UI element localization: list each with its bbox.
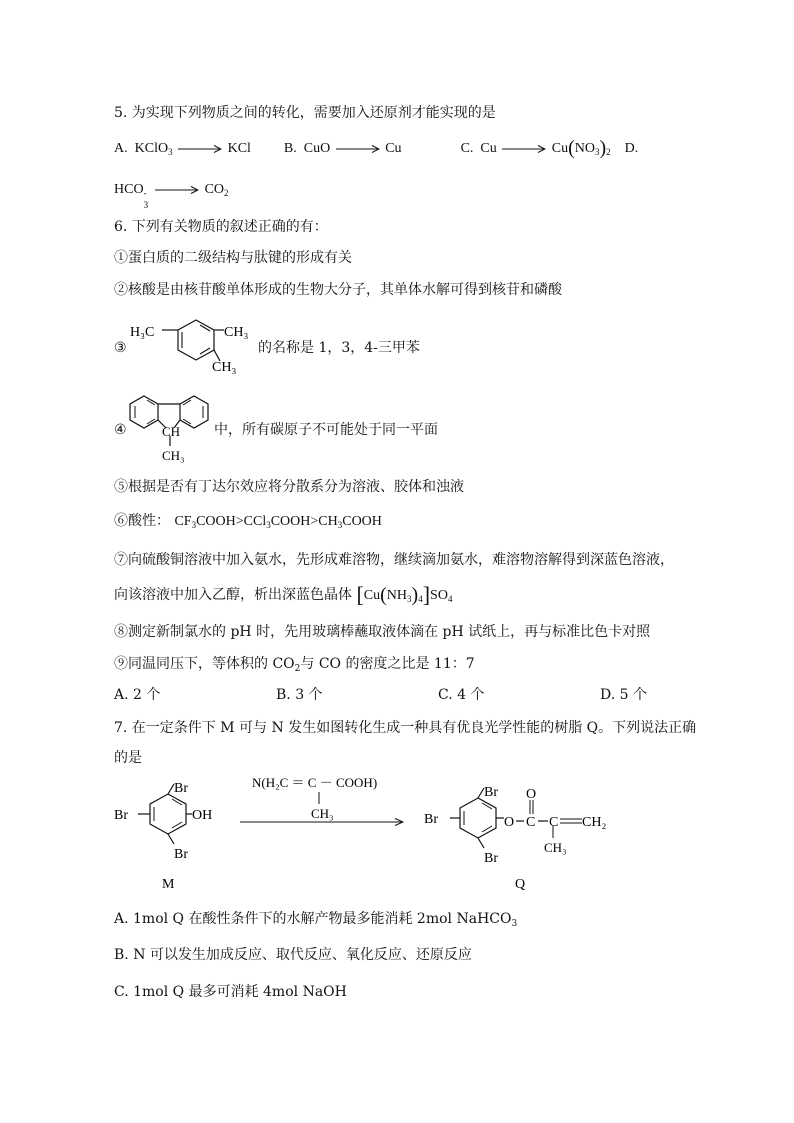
molecule-q	[424, 785, 606, 892]
reagent-n: N(H₂C ＝ C － COOH)	[252, 775, 378, 790]
q5-d-sub: 3	[143, 200, 149, 210]
q6-option-d: D. 5 个	[600, 687, 647, 703]
trimethylbenzene-structure	[128, 308, 258, 376]
q6-item-3-text: 的名称是 1，3，4-三甲苯	[258, 340, 420, 356]
q5-d-sup: -	[143, 188, 147, 198]
q6-option-b: B. 3 个	[276, 687, 323, 703]
q5-a-from: KClO	[134, 141, 169, 156]
q7-option-c: C. 1mol Q 最多可消耗 4mol NaOH	[114, 984, 347, 1000]
q6-item-3-num: ③	[114, 340, 127, 356]
q6-item-6	[114, 512, 382, 534]
q6-option-c: C. 4 个	[438, 687, 485, 703]
q5-d-to-sub: 2	[224, 188, 229, 198]
ch3-bottom-label: CH₃	[212, 360, 237, 375]
q5-option-c-label: C.	[460, 141, 474, 156]
reaction-scheme	[108, 768, 628, 896]
q6-item-7-line-1: ⑦向硫酸铜溶液中加入氨水，先形成难溶物，继续滴加氨水，难溶物溶解得到深蓝色溶液，	[114, 552, 674, 568]
q5-option-d-label: D.	[624, 141, 639, 156]
q5-option-b	[284, 141, 405, 156]
complex-formula: $[Cu(NH_3)_4]SO_4$	[356, 582, 453, 607]
q-br-bottom: Br	[484, 851, 498, 866]
q6-item-4-num: ④	[114, 422, 127, 438]
q5-c-no-sub: 3	[595, 147, 600, 157]
q5-c-sub2: 2	[606, 147, 611, 157]
m-br-bottom: Br	[174, 847, 188, 862]
q5-c-paren-right: )	[599, 137, 607, 159]
q6-item-2: ②核酸是由核苷酸单体形成的生物大分子，其单体水解可得到核苷和磷酸	[114, 282, 562, 298]
molecule-m	[114, 781, 212, 892]
q-c2: C	[549, 815, 559, 830]
q7-option-a: A. 1mol Q 在酸性条件下的水解产物最多能消耗 2mol NaHCO$_3$	[114, 911, 518, 929]
q5-b-to: Cu	[385, 141, 402, 156]
q7-stem-line-2: 的是	[114, 750, 142, 766]
q7-option-b: B. N 可以发生加成反应、取代反应、氧化反应、还原反应	[114, 947, 472, 963]
q7-stem-line-1: 7. 在一定条件下 M 可与 N 发生如图转化生成一种具有优良光学性能的树脂 Q。下列说法正确	[114, 720, 697, 736]
ch3-label: CH₃	[162, 448, 185, 463]
q-o-top: O	[526, 787, 537, 802]
q6-option-a: A. 2 个	[114, 687, 161, 703]
q5-option-b-label: B.	[283, 141, 297, 156]
q5-option-c	[460, 137, 615, 159]
q-br-top: Br	[484, 785, 498, 800]
q5-a-from-sub: 3	[168, 147, 173, 157]
q5-c-no: NO	[574, 141, 595, 156]
q6-stem: 6. 下列有关物质的叙述正确的有：	[114, 219, 328, 235]
reaction-arrow-icon	[155, 185, 199, 195]
q-o-link: O	[504, 815, 515, 830]
q5-options-row	[114, 139, 638, 161]
q-ch3: CH₃	[544, 840, 567, 855]
reagent-ch3: CH₃	[311, 806, 334, 821]
q6-item-7-line-2	[114, 582, 453, 608]
ch-label: CH	[162, 424, 181, 439]
reaction-arrow-icon	[502, 144, 546, 154]
q-name: Q	[515, 877, 526, 892]
q5-c-from: Cu	[480, 141, 497, 156]
m-br-left: Br	[114, 808, 128, 823]
q5-option-d	[114, 181, 229, 210]
q-ch2: CH₂	[582, 815, 607, 830]
q5-stem: 5. 为实现下列物质之间的转化，需要加入还原剂才能实现的是	[114, 105, 496, 121]
ch3-right-label: CH₃	[224, 325, 249, 340]
q-br-left: Br	[424, 812, 438, 827]
h3c-label: H₃C	[130, 325, 155, 340]
m-br-top: Br	[174, 781, 188, 796]
q6-item-7-text: 向该溶液中加入乙醇，析出深蓝色晶体	[114, 587, 352, 603]
m-oh: OH	[192, 808, 213, 823]
acidity-formula: $CF_3COOH>CCl_3COOH>CH_3COOH$	[174, 514, 382, 530]
q6-item-5: ⑤根据是否有丁达尔效应将分散系分为溶液、胶体和浊液	[114, 479, 464, 495]
reaction-arrow-icon	[336, 144, 380, 154]
q6-item-9: ⑨同温同压下，等体积的 $CO_2$与 CO 的密度之比是 11：7	[114, 656, 475, 674]
q6-item-6-prefix: ⑥酸性：	[114, 513, 170, 529]
q5-d-to: CO	[204, 182, 225, 197]
q6-item-1: ①蛋白质的二级结构与肽键的形成有关	[114, 250, 352, 266]
q6-item-4-text: 中，所有碳原子不可能处于同一平面	[214, 422, 438, 438]
q5-c-paren-left: (	[568, 137, 575, 159]
q-c1: C	[526, 815, 536, 830]
q5-a-to: KCl	[227, 141, 251, 156]
q5-c-to-cu: Cu	[551, 141, 569, 156]
q6-item-8: ⑧测定新制氯水的 pH 时，先用玻璃棒蘸取液体滴在 pH 试纸上，再与标准比色卡对照	[114, 624, 651, 640]
q5-b-from: CuO	[303, 141, 331, 156]
q5-option-a-label: A.	[114, 141, 128, 156]
q5-d-from: HCO	[114, 182, 144, 197]
reaction-arrow-icon	[178, 144, 222, 154]
methylfluorene-structure	[124, 390, 216, 464]
q5-option-a	[114, 141, 254, 156]
m-name: M	[162, 877, 175, 892]
